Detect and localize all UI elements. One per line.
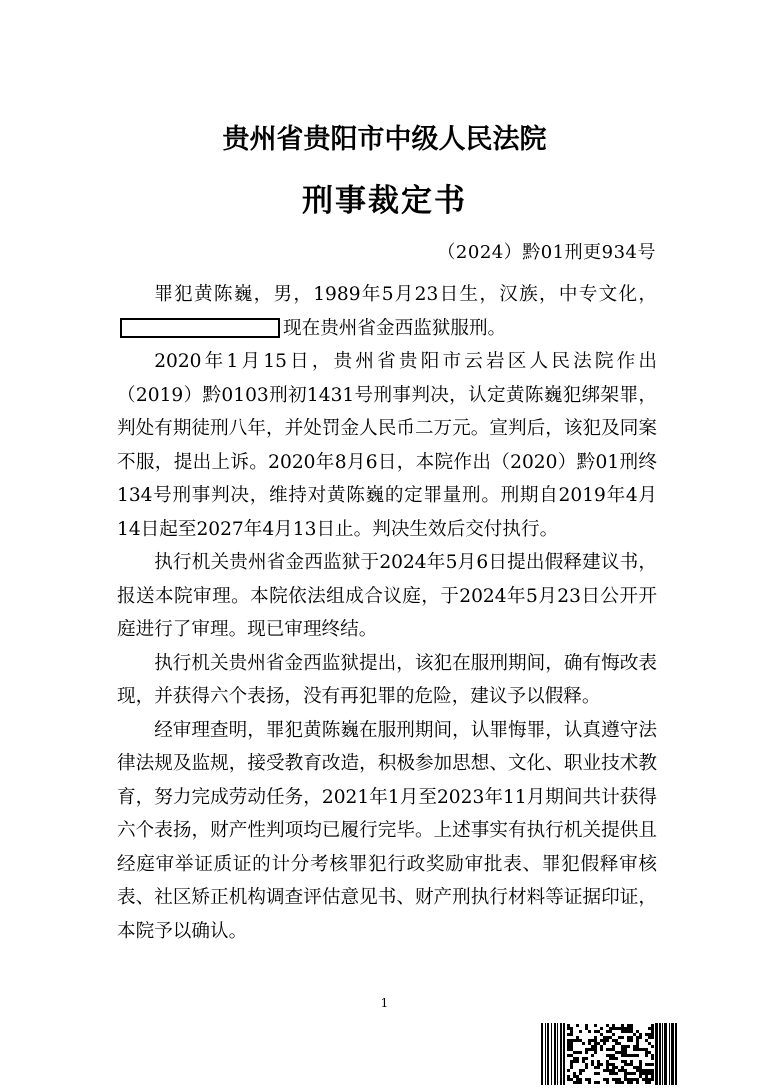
document-body	[117, 278, 657, 948]
redaction-box	[120, 318, 280, 338]
barcode-qr-icon	[541, 1023, 679, 1085]
document-title: 刑事裁定书	[302, 183, 467, 219]
case-number: （2024）黔01刑更934号	[437, 242, 656, 263]
paragraph-1	[117, 278, 657, 345]
paragraph-1-part-a: 罪犯黄陈巍，男，1989年5月23日生，汉族，中专文化，	[154, 284, 657, 305]
court-name: 贵州省贵阳市中级人民法院	[222, 124, 547, 155]
paragraph-1-part-b: 现在贵州省金西监狱服刑。	[283, 317, 507, 339]
paragraph-5: 经审理查明，罪犯黄陈巍在服刑期间，认罪悔罪，认真遵守法律法规及监规，接受教育改造，积极参加思想、文化、职业技术教育，努力完成劳动任务，2021年1月至2023年11月期间共计获得六个表扬，财产性判项均已履行完毕。上述事实有执行机关提供且经庭审举证质证的计分考核罪犯行政奖励审批表、罪犯假释审核表、社区矫正机构调查评估意见书、财产刑执行材料等证据印证，本院予以确认。	[117, 719, 657, 942]
paragraph-3: 执行机关贵州省金西监狱于2024年5月6日提出假释建议书，报送本院审理。本院依法组成合议庭，于2024年5月23日公开开庭进行了审理。现已审理终结。	[117, 552, 657, 640]
page-number: 1	[380, 996, 389, 1010]
paragraph-2: 2020年1月15日，贵州省贵阳市云岩区人民法院作出（2019）黔0103刑初1431号刑事判决，认定黄陈巍犯绑架罪，判处有期徒刑八年，并处罚金人民币二万元。宣判后，该犯及同案不服，提出上诉。2020年8月6日，本院作出（2020）黔01刑终134号刑事判决，维持对黄陈巍的定罪量刑。刑期自2019年4月14日起至2027年4月13日止。判决生效后交付执行。	[117, 351, 657, 540]
paragraph-4: 执行机关贵州省金西监狱提出，该犯在服刑期间，确有悔改表现，并获得六个表扬，没有再犯罪的危险，建议予以假释。	[117, 652, 657, 707]
